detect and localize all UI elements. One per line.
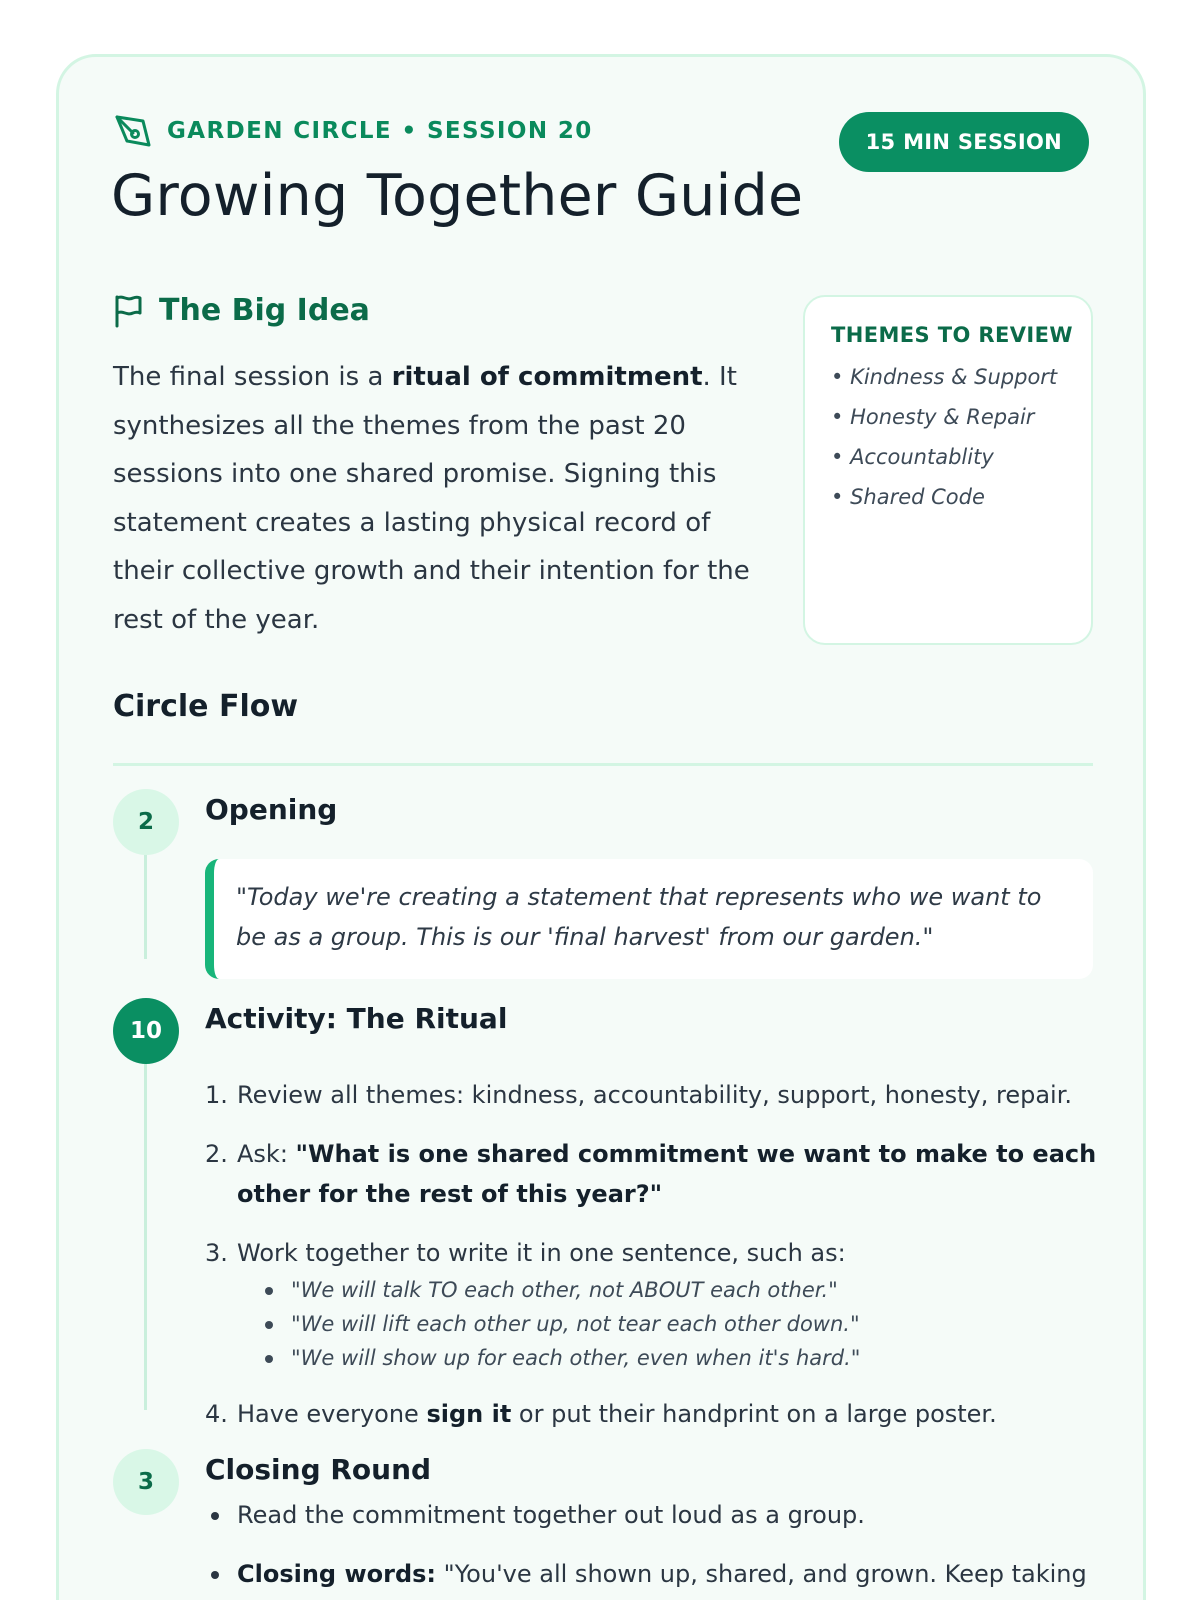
activity-step: 1. Review all themes: kindness, accountability, support, honesty, repair.	[205, 1081, 1073, 1109]
closing-list	[205, 1495, 1105, 1600]
big-idea-text: The final session is a ritual of commitment. It synthesizes all the themes from the past 20 sessions into one shared promise. Signing this statement creates a lasting physical record of their collective growth and their intention for the rest of the year.	[113, 362, 750, 635]
activity-title: Activity: The Ritual	[205, 1002, 508, 1035]
theme-item: • Shared Code	[831, 485, 1071, 525]
duration-badge: 15 MIN SESSION	[839, 112, 1089, 172]
flag-icon	[113, 294, 143, 328]
example-statement: "We will talk TO each other, not ABOUT each other."	[261, 1273, 1105, 1307]
activity-steps	[205, 1075, 1105, 1434]
big-idea-heading	[113, 293, 370, 328]
closing-item: Read the commitment together out loud as a group.	[205, 1495, 1105, 1535]
timeline-connector	[144, 855, 147, 959]
opening-title: Opening	[205, 793, 338, 826]
sprout-icon	[113, 111, 153, 151]
big-idea-title: The Big Idea	[159, 293, 370, 328]
closing-title: Closing Round	[205, 1453, 432, 1486]
activity-step: 4. Have everyone sign it or put their handprint on a large poster.	[205, 1400, 997, 1428]
activity-step: 2. Ask: "What is one shared commitment we want to make to each other for the rest of this year?"	[205, 1140, 1097, 1208]
example-statements	[261, 1273, 1105, 1375]
opening-script-quote: "Today we're creating a statement that represents who we want to be as a group. This is our 'final harvest' from our garden."	[205, 859, 1093, 979]
page-title: Growing Together Guide	[111, 163, 804, 229]
activity-minutes-badge: 10	[113, 998, 179, 1064]
theme-item: • Kindness & Support	[831, 365, 1071, 405]
themes-title: THEMES TO REVIEW	[831, 323, 1073, 347]
session-guide-card	[56, 54, 1146, 1600]
big-idea-emphasis: ritual of commitment	[391, 362, 703, 392]
section-divider	[113, 763, 1093, 766]
closing-minutes-badge: 3	[113, 1449, 179, 1515]
themes-panel	[803, 295, 1093, 645]
theme-item: • Accountablity	[831, 445, 1071, 485]
example-statement: "We will lift each other up, not tear each other down."	[261, 1307, 1105, 1341]
example-statement: "We will show up for each other, even when it's hard."	[261, 1341, 1105, 1375]
timeline-connector	[144, 1064, 147, 1410]
opening-minutes-badge: 2	[113, 789, 179, 855]
discussion-question: "What is one shared commitment we want to make to each other for the rest of this year?"	[237, 1140, 1097, 1208]
activity-step: 3. Work together to write it in one sentence, such as: "We will talk TO each other, not ABOUT each other." "We will lift each other up, not tear each other down." "We will show up for each other, even when it's hard."	[205, 1233, 1105, 1375]
session-eyebrow	[113, 111, 593, 151]
themes-list	[831, 365, 1071, 525]
closing-item: Closing words: "You've all shown up, shared, and grown. Keep taking	[205, 1554, 1105, 1594]
session-label: GARDEN CIRCLE • SESSION 20	[167, 118, 593, 144]
circle-flow-title: Circle Flow	[113, 689, 299, 724]
theme-item: • Honesty & Repair	[831, 405, 1071, 445]
